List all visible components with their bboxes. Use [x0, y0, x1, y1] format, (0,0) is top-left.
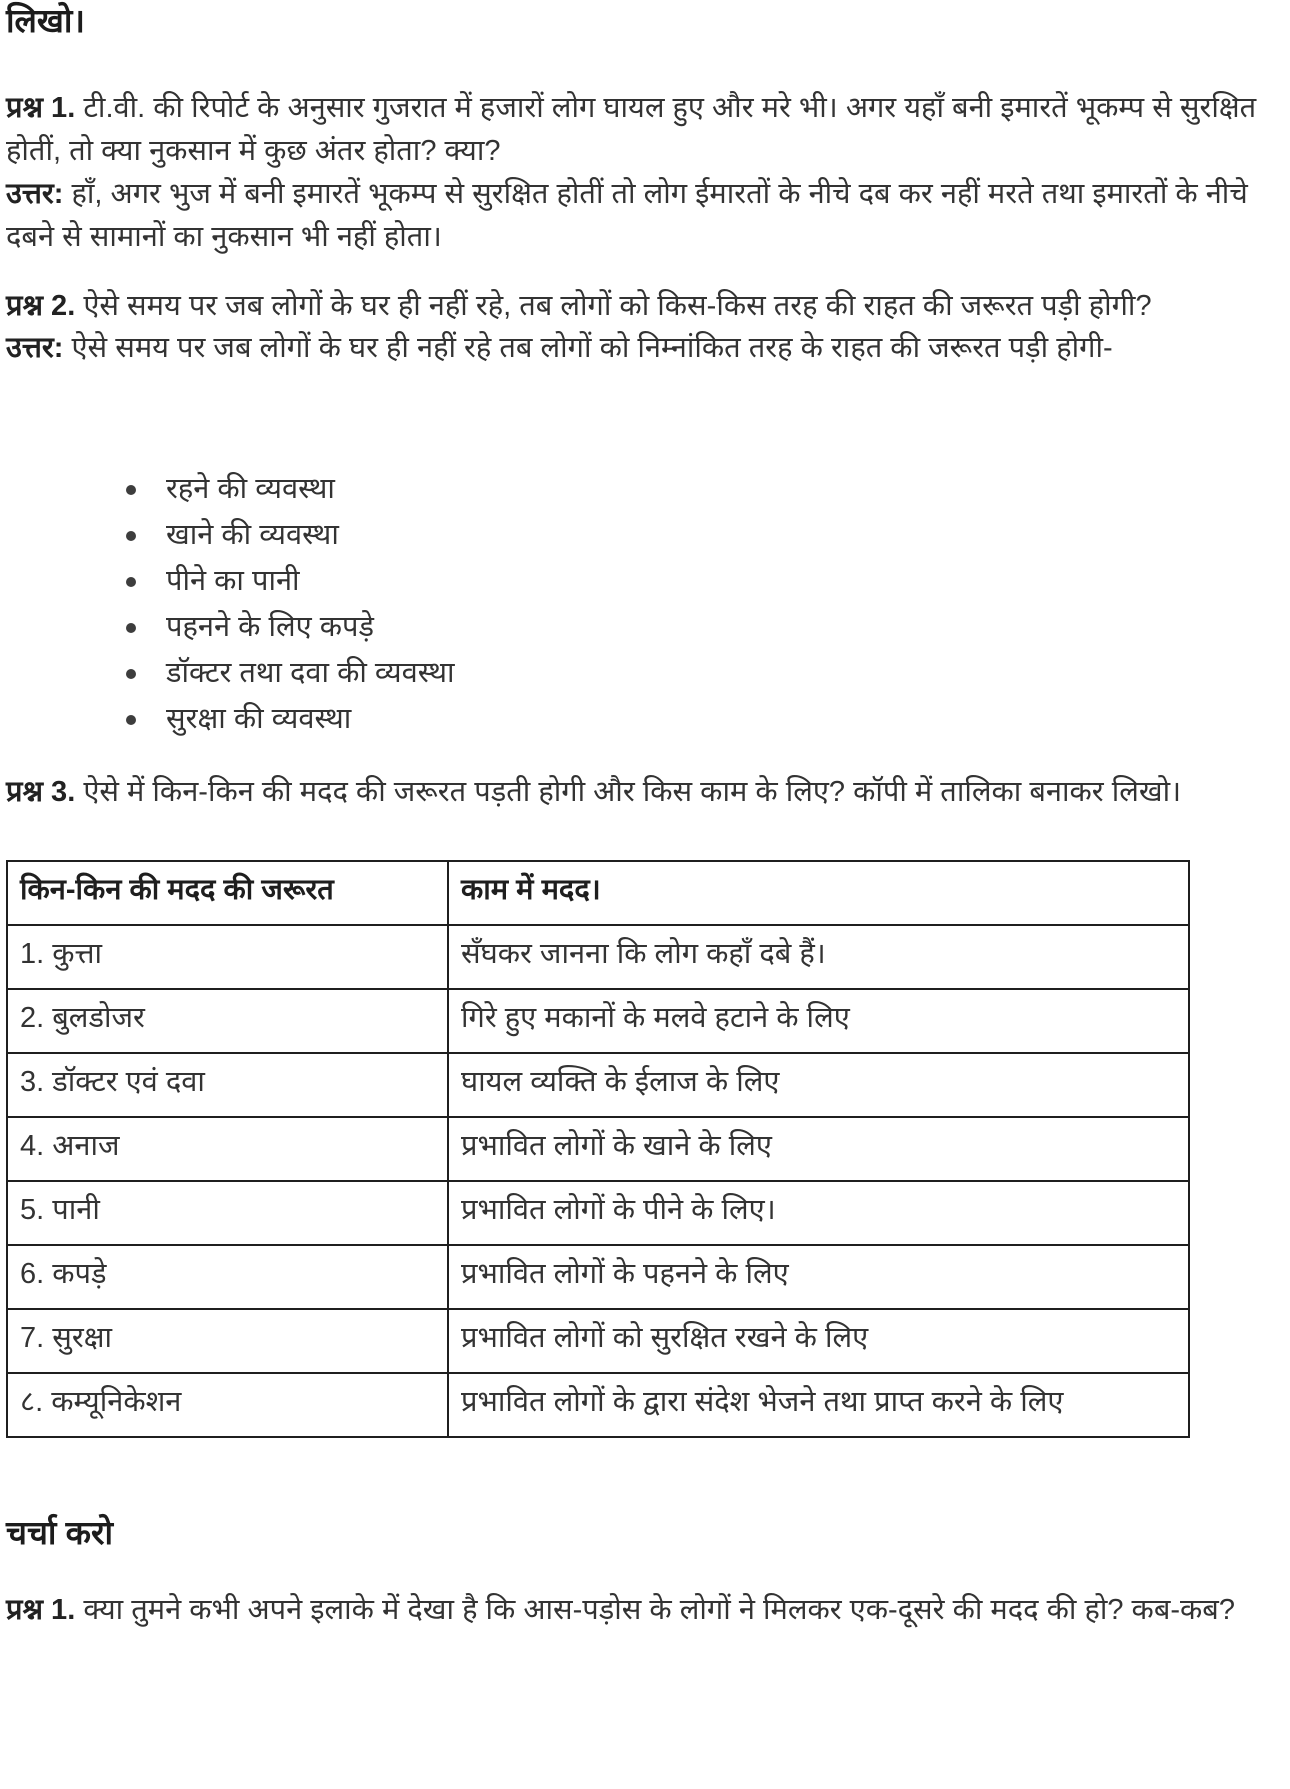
cell-need: 5. पानी [7, 1181, 448, 1245]
cell-need: 4. अनाज [7, 1117, 448, 1181]
answer-2-label: उत्तर: [6, 332, 64, 365]
cell-help: गिरे हुए मकानों के मलवे हटाने के लिए [448, 989, 1189, 1053]
table-row [7, 925, 1189, 989]
question-1-label: प्रश्न 1. [6, 91, 76, 124]
answer-1-label: उत्तर: [6, 177, 64, 210]
answer-2-text: ऐसे समय पर जब लोगों के घर ही नहीं रहे तब लोगों को निम्नांकित तरह के राहत की जरूरत पड़ी होगी- [71, 332, 1113, 365]
question-3-text: ऐसे में किन-किन की मदद की जरूरत पड़ती होगी और किस काम के लिए? कॉपी में तालिका बनाकर लिखो। [83, 775, 1182, 808]
cell-need: 7. सुरक्षा [7, 1309, 448, 1373]
cell-need: 1. कुत्ता [7, 925, 448, 989]
cell-need: ८. कम्यूनिकेशन [7, 1373, 448, 1437]
cell-help: प्रभावित लोगों के द्वारा संदेश भेजने तथा प्राप्त करने के लिए [448, 1373, 1189, 1437]
question-1-text: टी.वी. की रिपोर्ट के अनुसार गुजरात में हजारों लोग घायल हुए और मरे भी। अगर यहाँ बनी इमारतें भूकम्प से सुरक्षित होतीं, तो क्या नुकसान में कुछ अंतर होता? क्या? [6, 91, 1257, 167]
table-row [7, 1181, 1189, 1245]
list-item: खाने की व्यवस्था [124, 514, 1282, 557]
list-item: पहनने के लिए कपड़े [124, 606, 1282, 649]
table-row [7, 1373, 1189, 1437]
column-header-need: किन-किन की मदद की जरूरत [7, 861, 448, 925]
table-row [7, 1309, 1189, 1373]
question-2-text: ऐसे समय पर जब लोगों के घर ही नहीं रहे, तब लोगों को किस-किस तरह की राहत की जरूरत पड़ी होगी? [83, 289, 1152, 322]
table-row [7, 1053, 1189, 1117]
cell-need: 3. डॉक्टर एवं दवा [7, 1053, 448, 1117]
table-row [7, 1117, 1189, 1181]
question-4-text: क्या तुमने कभी अपने इलाके में देखा है कि आस-पड़ोस के लोगों ने मिलकर एक-दूसरे की मदद की हो? कब-कब? [83, 1593, 1235, 1626]
cell-help: प्रभावित लोगों के पीने के लिए। [448, 1181, 1189, 1245]
list-item: रहने की व्यवस्था [124, 468, 1282, 511]
question-3-label: प्रश्न 3. [6, 775, 76, 808]
answer-2 [6, 327, 1282, 370]
cell-help: प्रभावित लोगों के पहनने के लिए [448, 1245, 1189, 1309]
question-4 [6, 1589, 1282, 1632]
help-table [6, 860, 1190, 1438]
question-2 [6, 285, 1282, 328]
cell-need: 2. बुलडोजर [7, 989, 448, 1053]
list-item: डॉक्टर तथा दवा की व्यवस्था [124, 652, 1282, 695]
question-4-label: प्रश्न 1. [6, 1593, 76, 1626]
cell-help: प्रभावित लोगों के खाने के लिए [448, 1117, 1189, 1181]
list-item: सुरक्षा की व्यवस्था [124, 698, 1282, 741]
list-item: पीने का पानी [124, 560, 1282, 603]
question-3 [6, 771, 1282, 814]
cell-need: 6. कपड़े [7, 1245, 448, 1309]
section-title-discuss: चर्चा करो [6, 1514, 114, 1552]
question-2-label: प्रश्न 2. [6, 289, 76, 322]
section-title-write: लिखो। [6, 2, 85, 39]
answer-1-text: हाँ, अगर भुज में बनी इमारतें भूकम्प से सुरक्षित होतीं तो लोग ईमारतों के नीचे दब कर नहीं मरते तथा इमारतों के नीचे दबने से सामानों का नुकसान भी नहीं होता। [6, 177, 1248, 253]
table-row [7, 989, 1189, 1053]
cell-help: सँघकर जानना कि लोग कहाँ दबे हैं। [448, 925, 1189, 989]
column-header-help: काम में मदद। [448, 861, 1189, 925]
table-row [7, 1245, 1189, 1309]
answer-1 [6, 173, 1282, 259]
question-1 [6, 87, 1282, 173]
cell-help: घायल व्यक्ति के ईलाज के लिए [448, 1053, 1189, 1117]
relief-list [124, 468, 1282, 740]
cell-help: प्रभावित लोगों को सुरक्षित रखने के लिए [448, 1309, 1189, 1373]
table-header-row [7, 861, 1189, 925]
